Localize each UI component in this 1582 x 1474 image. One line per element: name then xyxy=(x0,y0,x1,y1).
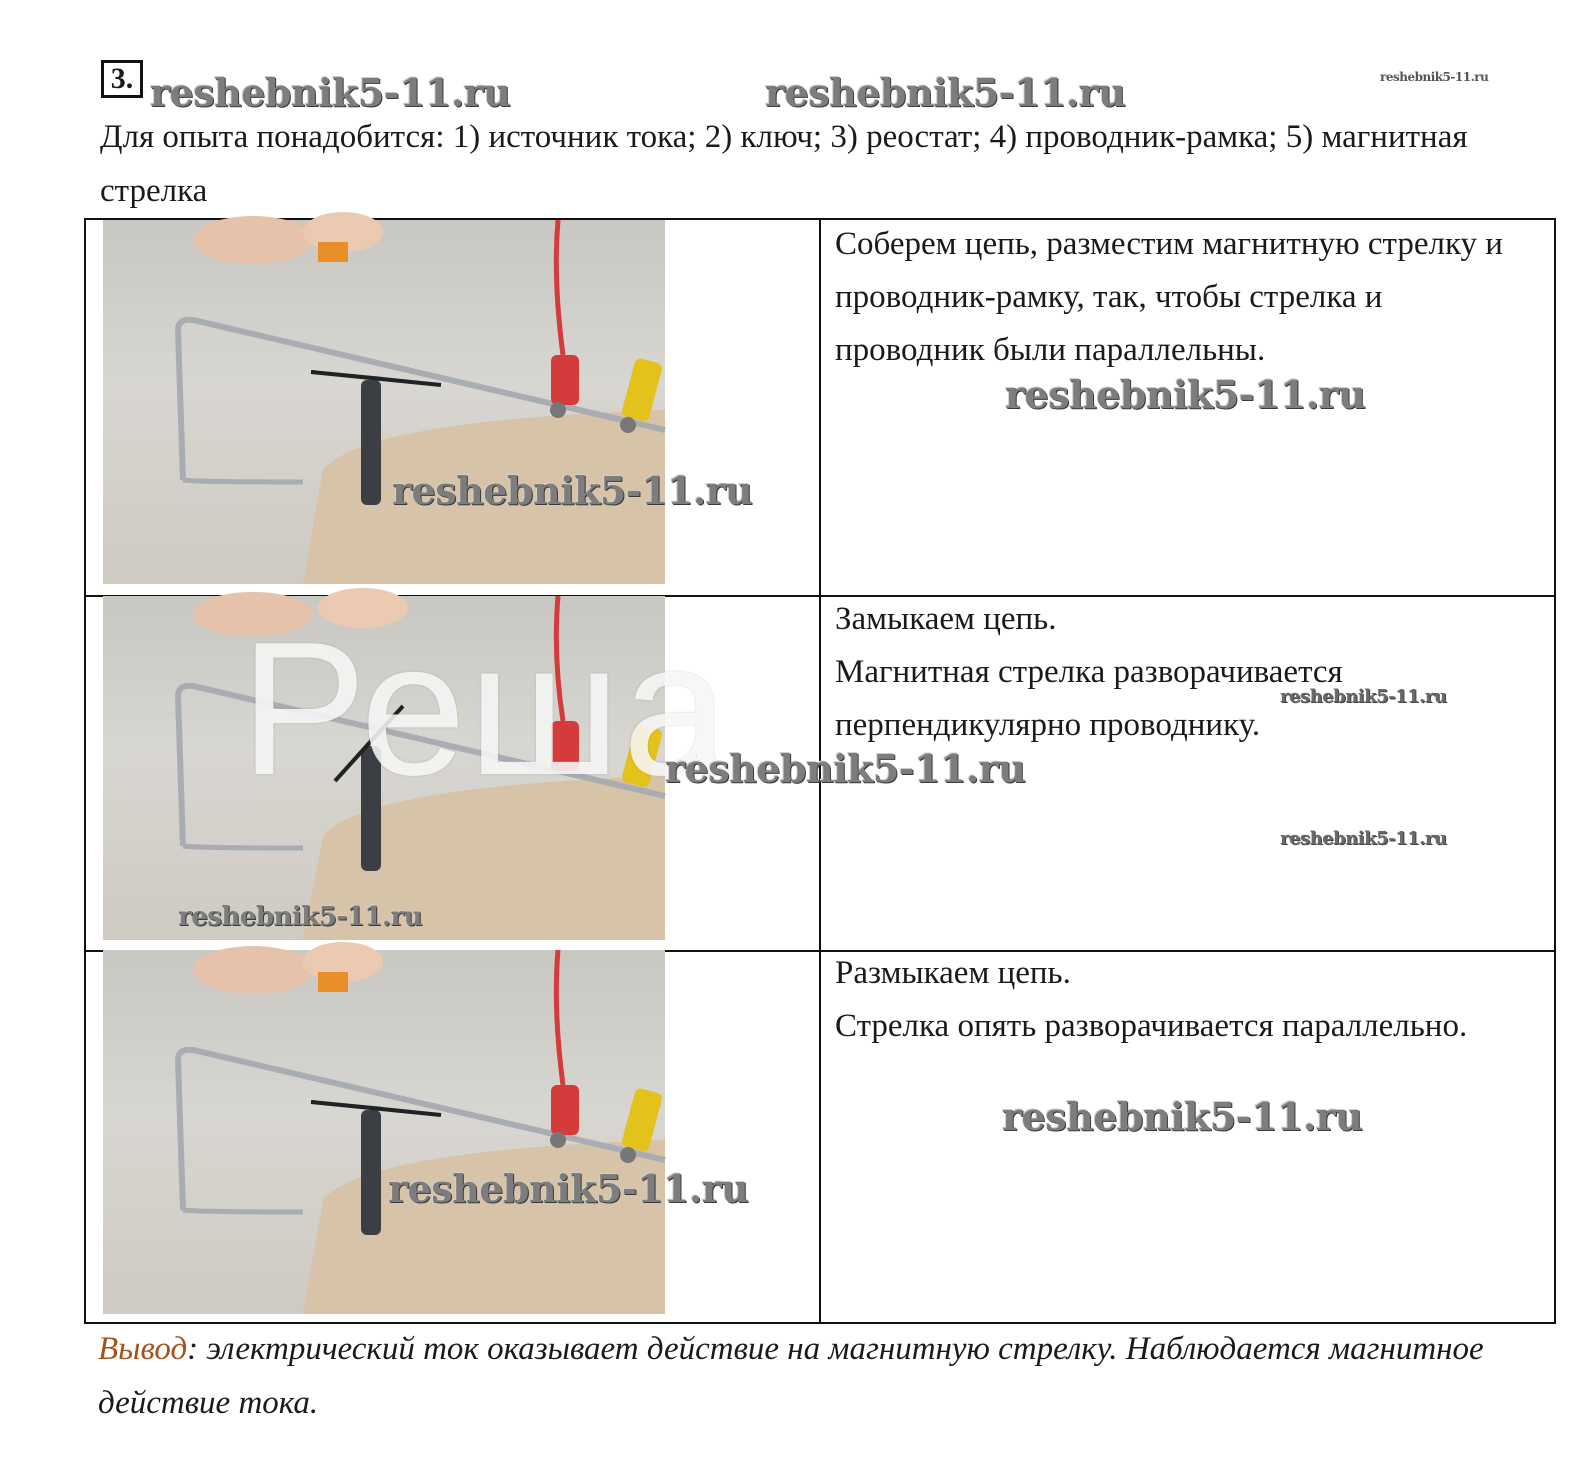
conclusion-lead: Вывод xyxy=(98,1331,188,1367)
watermark: reshebnik5-11.ru xyxy=(665,746,1026,791)
row-2-text xyxy=(835,593,1535,752)
watermark: reshebnik5-11.ru xyxy=(392,468,753,513)
experiment-photo-parallel xyxy=(103,220,665,584)
watermark: reshebnik5-11.ru xyxy=(765,70,1126,115)
watermark: reshebnik5-11.ru xyxy=(1380,70,1489,84)
row-1-text xyxy=(835,218,1535,377)
watermark: reshebnik5-11.ru xyxy=(1280,686,1447,707)
intro-text: Для опыта понадобится: 1) источник тока; 2) ключ; 3) реостат; 4) проводник-рамка; 5) магнитная стрелка xyxy=(100,119,1468,209)
watermark: reshebnik5-11.ru xyxy=(388,1166,749,1211)
watermark: reshebnik5-11.ru xyxy=(150,70,511,115)
row-2-line-2: Магнитная стрелка разворачивается перпендикулярно проводнику. xyxy=(835,654,1343,743)
task-number: 3. xyxy=(101,60,143,98)
watermark: reshebnik5-11.ru xyxy=(178,902,423,932)
experiment-photo-parallel-again xyxy=(103,950,665,1314)
overlay-watermark: Реша xyxy=(240,603,731,815)
row-2-line-1: Замыкаем цепь. xyxy=(835,601,1057,637)
row-3-line-1: Размыкаем цепь. xyxy=(835,955,1071,991)
conclusion xyxy=(98,1322,1548,1430)
row-3-line-2: Стрелка опять разворачивается параллельно. xyxy=(835,1008,1468,1044)
watermark: reshebnik5-11.ru xyxy=(1005,372,1366,417)
conclusion-text: : электрический ток оказывает действие на магнитную стрелку. Наблюдается магнитное действие тока. xyxy=(98,1331,1484,1421)
row-3-text xyxy=(835,947,1535,1053)
row-1-line-1: Соберем цепь, разместим магнитную стрелку и проводник-рамку, так, чтобы стрелка и проводник были параллельны. xyxy=(835,226,1503,368)
watermark: reshebnik5-11.ru xyxy=(1280,828,1447,849)
watermark: reshebnik5-11.ru xyxy=(1002,1094,1363,1139)
